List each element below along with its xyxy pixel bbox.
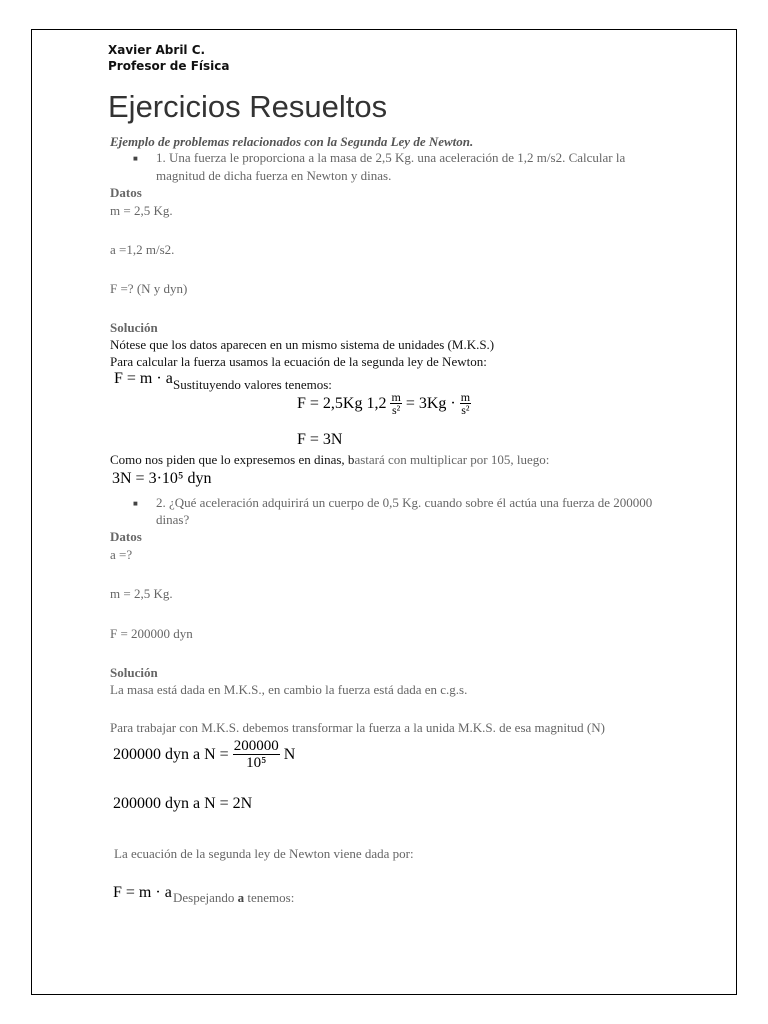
fraction-denominator: s² [461,403,470,417]
substitution-equation [297,391,471,416]
problem1-text-line1: 1. Una fuerza le proporciona a la masa de 2,5 Kg. una aceleración de 1,2 m/s2. Calcular la [156,150,626,165]
substitution-mid: = 3Kg · [405,394,456,412]
fraction-numerator: m [460,390,471,404]
problem1-solucion-line2: Para calcular la fuerza usamos la ecuación de la segunda ley de Newton: [110,354,487,369]
problem2-dato-a: a =? [110,547,133,562]
dyn-conversion-equation: 3N = 3·10⁵ dyn [112,470,212,487]
despejando-text [173,890,294,906]
fraction-numerator: m [391,390,401,404]
problem1-dato-f: F =? (N y dyn) [110,281,188,296]
dinas-sentence-light: astará con multiplicar por 105, luego: [354,452,550,467]
problem2-dato-m: m = 2,5 Kg. [110,586,173,601]
subtitle: Ejemplo de problemas relacionados con la Segunda Ley de Newton. [110,134,474,149]
despejando-pre: Despejando [173,890,238,905]
bullet-marker: ■ [133,499,138,508]
author-name: Xavier Abril C. [108,43,206,57]
despejando-post: tenemos: [244,890,295,905]
unit-fraction-1 [390,391,401,416]
unit-fraction-2 [460,391,471,416]
dinas-sentence [110,452,549,468]
problem2-dato-f: F = 200000 dyn [110,626,193,641]
problem2-text-line1: 2. ¿Qué aceleración adquirirá un cuerpo de 0,5 Kg. cuando sobre él actúa una fuerza de 200000 [156,495,653,510]
dinas-sentence-dark: Como nos piden que lo expresemos en dinas, b [110,452,355,467]
problem2-solucion-label: Solución [110,665,158,680]
fraction-numerator: 200000 [233,738,279,754]
despejando-var: a [237,890,245,905]
newton-equation-2: F = m · a [113,884,172,901]
bullet-marker: ■ [133,154,138,163]
fraction-denominator: s² [392,403,401,417]
substitution-left: F = 2,5Kg 1,2 [297,394,387,412]
problem2-solucion-line3: La ecuación de la segunda ley de Newton viene dada por: [114,846,414,861]
problem2-solucion-line2: Para trabajar con M.K.S. debemos transformar la fuerza a la unida M.K.S. de esa magnitud (N) [110,720,605,735]
problem2-datos-label: Datos [110,529,142,544]
conversion-unit: N [283,745,296,763]
problem1-text-line2: magnitud de dicha fuerza en Newton y dinas. [156,168,392,183]
problem1-dato-a: a =1,2 m/s2. [110,242,175,257]
conversion-left: 200000 dyn a N = [113,745,229,763]
fraction-denominator: 10⁵ [246,755,267,771]
problem1-dato-m: m = 2,5 Kg. [110,203,173,218]
conversion-fraction [233,738,280,771]
problem2-text-line2: dinas? [156,512,190,527]
problem1-solucion-line1: Nótese que los datos aparecen en un mismo sistema de unidades (M.K.S.) [110,337,495,352]
unit-conversion-equation [113,738,295,771]
conversion-result: 200000 dyn a N = 2N [113,795,253,812]
problem2-solucion-line1: La masa está dada en M.K.S., en cambio la fuerza está dada en c.g.s. [110,682,468,697]
force-result: F = 3N [297,431,343,448]
page-title: Ejercicios Resueltos [108,89,388,124]
newton-equation: F = m · a [114,370,173,387]
sustituyendo-text: Sustituyendo valores tenemos: [173,377,332,392]
author-role: Profesor de Física [108,59,230,73]
problem1-solucion-label: Solución [110,320,158,335]
problem1-datos-label: Datos [110,185,142,200]
